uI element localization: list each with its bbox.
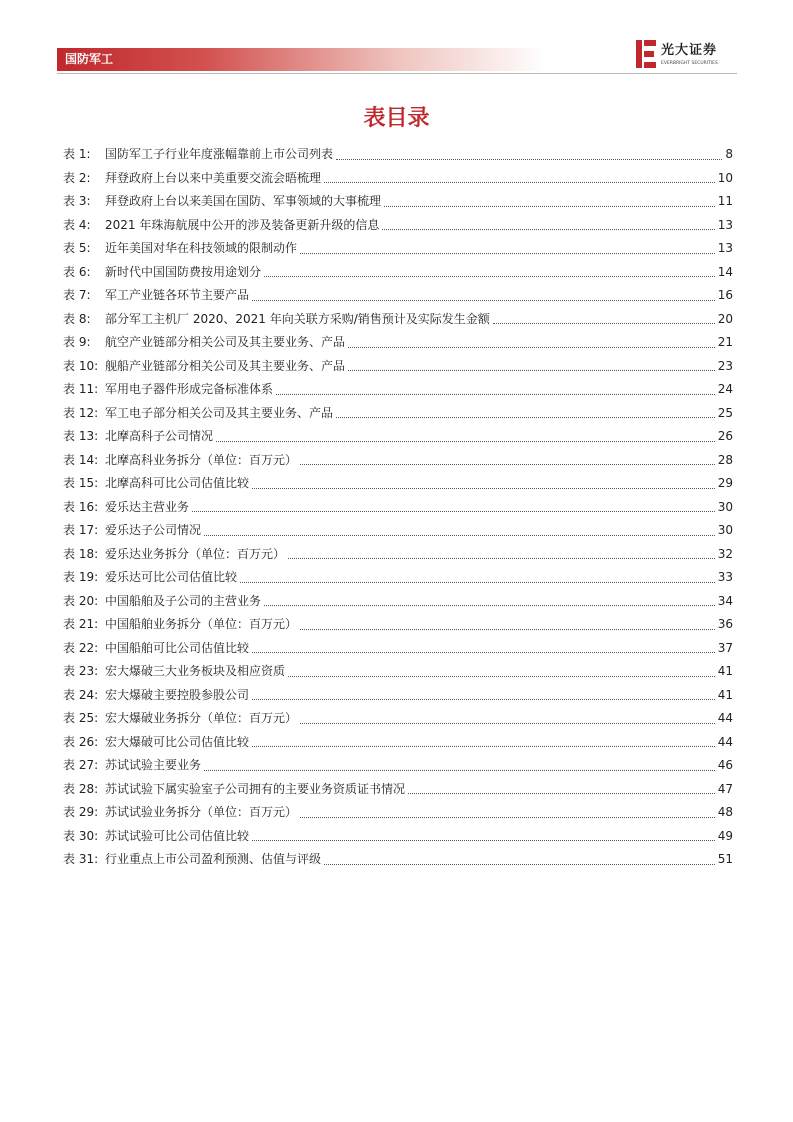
toc-entry-page: 44 bbox=[717, 711, 733, 725]
toc-entry-text: 苏试试验下属实验室子公司拥有的主要业务资质证书情况 bbox=[105, 781, 406, 796]
toc-entry-label bbox=[63, 237, 297, 261]
toc-entry[interactable] bbox=[63, 378, 733, 402]
toc-entry-page: 32 bbox=[717, 546, 733, 561]
toc-entry-label bbox=[63, 167, 321, 191]
toc-entry-label bbox=[63, 378, 273, 402]
toc-entry-text: 军工电子部分相关公司及其主要业务、产品 bbox=[105, 405, 334, 420]
toc-dot-leader bbox=[382, 228, 714, 230]
toc-entry-page: 29 bbox=[717, 476, 733, 490]
toc-entry[interactable] bbox=[63, 308, 733, 332]
toc-entry-label bbox=[63, 590, 261, 614]
toc-entry-number: 表 20: bbox=[63, 593, 99, 608]
toc-entry-text: 爱乐达主营业务 bbox=[105, 499, 190, 514]
toc-entry-number: 表 3: bbox=[63, 194, 91, 208]
toc-dot-leader bbox=[252, 745, 715, 747]
toc-dot-leader bbox=[324, 181, 715, 183]
toc-entry-text: 国防军工子行业年度涨幅靠前上市公司列表 bbox=[105, 147, 334, 161]
toc-entry[interactable] bbox=[63, 331, 733, 355]
toc-entry-label bbox=[63, 402, 333, 426]
toc-entry-text: 北摩高科子公司情况 bbox=[105, 429, 214, 443]
toc-entry-page: 51 bbox=[717, 852, 733, 866]
table-of-contents bbox=[63, 143, 733, 872]
toc-entry[interactable] bbox=[63, 519, 733, 543]
toc-entry-page: 11 bbox=[717, 194, 733, 208]
toc-dot-leader bbox=[300, 816, 715, 818]
toc-entry-page: 46 bbox=[717, 758, 733, 772]
toc-entry-number: 表 4: bbox=[63, 217, 91, 232]
toc-entry-label bbox=[63, 308, 490, 332]
toc-entry-text: 宏大爆破业务拆分（单位：百万元） bbox=[105, 711, 298, 725]
toc-dot-leader bbox=[300, 463, 715, 465]
toc-entry-number: 表 19: bbox=[63, 570, 99, 584]
toc-entry-label bbox=[63, 519, 201, 543]
toc-entry-number: 表 17: bbox=[63, 523, 99, 537]
toc-dot-leader bbox=[192, 510, 715, 512]
toc-entry-page: 34 bbox=[717, 593, 733, 608]
toc-entry-page: 8 bbox=[725, 147, 733, 161]
toc-entry-text: 航空产业链部分相关公司及其主要业务、产品 bbox=[105, 335, 346, 349]
toc-entry-text: 爱乐达可比公司估值比较 bbox=[105, 570, 238, 584]
toc-entry-number: 表 11: bbox=[63, 382, 99, 396]
toc-entry[interactable] bbox=[63, 425, 733, 449]
toc-entry-page: 37 bbox=[717, 640, 733, 655]
toc-entry-text: 北摩高科业务拆分（单位：百万元） bbox=[105, 452, 298, 467]
toc-entry-number: 表 2: bbox=[63, 170, 91, 185]
toc-entry-number: 表 22: bbox=[63, 640, 99, 655]
toc-entry-number: 表 13: bbox=[63, 429, 99, 443]
toc-entry-text: 中国船舶可比公司估值比较 bbox=[105, 640, 250, 655]
toc-entry-number: 表 27: bbox=[63, 758, 99, 772]
toc-entry[interactable] bbox=[63, 848, 733, 872]
toc-entry[interactable] bbox=[63, 566, 733, 590]
toc-entry-label bbox=[63, 190, 381, 214]
header-divider bbox=[57, 73, 737, 74]
toc-dot-leader bbox=[252, 299, 715, 301]
toc-entry-page: 44 bbox=[717, 734, 733, 749]
toc-entry-number: 表 12: bbox=[63, 405, 99, 420]
toc-entry-label bbox=[63, 496, 189, 520]
toc-entry-text: 爱乐达业务拆分（单位：百万元） bbox=[105, 546, 286, 561]
toc-entry-page: 23 bbox=[717, 358, 733, 373]
toc-entry-page: 49 bbox=[717, 828, 733, 843]
toc-dot-leader bbox=[493, 322, 715, 324]
toc-dot-leader bbox=[324, 863, 715, 865]
toc-dot-leader bbox=[300, 252, 715, 254]
toc-entry-text: 新时代中国国防费按用途划分 bbox=[105, 264, 262, 279]
toc-entry-number: 表 7: bbox=[63, 288, 91, 302]
toc-entry[interactable] bbox=[63, 472, 733, 496]
toc-entry-page: 28 bbox=[717, 452, 733, 467]
toc-entry-page: 16 bbox=[717, 288, 733, 302]
toc-entry[interactable] bbox=[63, 284, 733, 308]
toc-entry-label bbox=[63, 731, 249, 755]
header-bar bbox=[57, 48, 547, 71]
toc-entry[interactable] bbox=[63, 801, 733, 825]
toc-dot-leader bbox=[408, 792, 715, 794]
toc-entry-page: 13 bbox=[717, 217, 733, 232]
toc-entry-text: 北摩高科可比公司估值比较 bbox=[105, 476, 250, 490]
toc-dot-leader bbox=[288, 675, 715, 677]
toc-entry-label bbox=[63, 778, 405, 802]
toc-entry[interactable] bbox=[63, 707, 733, 731]
toc-entry-label bbox=[63, 660, 285, 684]
toc-entry-text: 军工产业链各环节主要产品 bbox=[105, 288, 250, 302]
toc-dot-leader bbox=[252, 487, 715, 489]
toc-entry-label bbox=[63, 637, 249, 661]
toc-entry-page: 48 bbox=[717, 805, 733, 819]
toc-entry[interactable] bbox=[63, 214, 733, 238]
toc-entry[interactable] bbox=[63, 449, 733, 473]
toc-entry[interactable] bbox=[63, 731, 733, 755]
toc-entry-number: 表 18: bbox=[63, 546, 99, 561]
toc-entry-number: 表 25: bbox=[63, 711, 99, 725]
toc-entry-label bbox=[63, 331, 345, 355]
toc-entry-number: 表 16: bbox=[63, 499, 99, 514]
section-label: 国防军工 bbox=[65, 52, 114, 66]
toc-entry-text: 中国船舶及子公司的主营业务 bbox=[105, 593, 262, 608]
toc-entry-page: 25 bbox=[717, 405, 733, 420]
toc-entry-text: 近年美国对华在科技领域的限制动作 bbox=[105, 241, 298, 255]
toc-entry-label bbox=[63, 848, 321, 872]
toc-entry-page: 41 bbox=[717, 687, 733, 702]
toc-entry-label bbox=[63, 355, 345, 379]
toc-dot-leader bbox=[252, 651, 715, 653]
toc-dot-leader bbox=[384, 205, 715, 207]
toc-entry[interactable] bbox=[63, 190, 733, 214]
toc-entry-number: 表 21: bbox=[63, 617, 99, 631]
toc-entry-label bbox=[63, 754, 201, 778]
toc-entry-label bbox=[63, 143, 333, 167]
toc-entry-page: 20 bbox=[717, 311, 733, 326]
toc-entry[interactable] bbox=[63, 402, 733, 426]
toc-entry-label bbox=[63, 472, 249, 496]
toc-entry-text: 爱乐达子公司情况 bbox=[105, 523, 202, 537]
toc-dot-leader bbox=[264, 275, 715, 277]
toc-entry-label bbox=[63, 261, 261, 285]
toc-dot-leader bbox=[348, 369, 715, 371]
toc-entry-page: 14 bbox=[717, 264, 733, 279]
toc-entry-text: 舰船产业链部分相关公司及其主要业务、产品 bbox=[105, 358, 346, 373]
page-title: 表目录 bbox=[363, 106, 430, 131]
toc-entry-label bbox=[63, 613, 297, 637]
toc-entry-page: 30 bbox=[717, 499, 733, 514]
toc-dot-leader bbox=[240, 581, 715, 583]
toc-entry-page: 26 bbox=[717, 429, 733, 443]
toc-entry-text: 宏大爆破可比公司估值比较 bbox=[105, 734, 250, 749]
toc-entry[interactable] bbox=[63, 778, 733, 802]
brand-name-cn: 光大证券 bbox=[661, 43, 718, 58]
toc-entry-text: 军用电子器件形成完备标准体系 bbox=[105, 382, 274, 396]
toc-entry-text: 宏大爆破三大业务板块及相应资质 bbox=[105, 664, 286, 678]
toc-entry-page: 30 bbox=[717, 523, 733, 537]
toc-entry-page: 47 bbox=[717, 781, 733, 796]
toc-entry-number: 表 15: bbox=[63, 476, 99, 490]
toc-entry-number: 表 23: bbox=[63, 664, 99, 678]
everbright-logo-icon bbox=[635, 39, 657, 69]
toc-entry[interactable] bbox=[63, 543, 733, 567]
toc-entry-text: 宏大爆破主要控股参股公司 bbox=[105, 687, 250, 702]
toc-dot-leader bbox=[276, 393, 715, 395]
toc-entry[interactable] bbox=[63, 167, 733, 191]
toc-entry-number: 表 8: bbox=[63, 311, 91, 326]
toc-entry-page: 24 bbox=[717, 382, 733, 396]
toc-entry-label bbox=[63, 684, 249, 708]
toc-dot-leader bbox=[216, 440, 715, 442]
toc-dot-leader bbox=[300, 722, 715, 724]
toc-entry[interactable] bbox=[63, 261, 733, 285]
toc-entry-text: 苏试试验业务拆分（单位：百万元） bbox=[105, 805, 298, 819]
toc-entry-page: 41 bbox=[717, 664, 733, 678]
toc-entry[interactable] bbox=[63, 590, 733, 614]
toc-entry[interactable] bbox=[63, 355, 733, 379]
toc-entry[interactable] bbox=[63, 684, 733, 708]
toc-dot-leader bbox=[336, 158, 722, 160]
toc-entry-page: 10 bbox=[717, 170, 733, 185]
toc-entry-number: 表 6: bbox=[63, 264, 91, 279]
toc-entry-text: 苏试试验主要业务 bbox=[105, 758, 202, 772]
brand-name-en: EVERBRIGHT SECURITIES bbox=[661, 61, 718, 66]
toc-dot-leader bbox=[264, 604, 715, 606]
toc-entry-label bbox=[63, 543, 285, 567]
toc-entry[interactable] bbox=[63, 660, 733, 684]
toc-dot-leader bbox=[252, 698, 715, 700]
toc-entry[interactable] bbox=[63, 613, 733, 637]
toc-entry-label bbox=[63, 825, 249, 849]
toc-entry[interactable] bbox=[63, 143, 733, 167]
toc-entry-number: 表 29: bbox=[63, 805, 99, 819]
toc-entry-number: 表 10: bbox=[63, 358, 99, 373]
toc-dot-leader bbox=[204, 534, 715, 536]
toc-entry-text: 2021 年珠海航展中公开的涉及装备更新升级的信息 bbox=[105, 217, 380, 232]
toc-entry-number: 表 5: bbox=[63, 241, 91, 255]
toc-entry-text: 苏试试验可比公司估值比较 bbox=[105, 828, 250, 843]
toc-dot-leader bbox=[348, 346, 715, 348]
toc-entry-label bbox=[63, 449, 297, 473]
toc-entry-page: 36 bbox=[717, 617, 733, 631]
toc-entry-text: 拜登政府上台以来美国在国防、军事领域的大事梳理 bbox=[105, 194, 382, 208]
toc-entry-page: 33 bbox=[717, 570, 733, 584]
toc-entry[interactable] bbox=[63, 496, 733, 520]
toc-entry[interactable] bbox=[63, 825, 733, 849]
toc-entry[interactable] bbox=[63, 754, 733, 778]
toc-entry-page: 13 bbox=[717, 241, 733, 255]
toc-entry-number: 表 9: bbox=[63, 335, 91, 349]
toc-entry-label bbox=[63, 425, 213, 449]
toc-entry-number: 表 28: bbox=[63, 781, 99, 796]
toc-entry-label bbox=[63, 284, 249, 308]
toc-entry-number: 表 14: bbox=[63, 452, 99, 467]
toc-entry-number: 表 26: bbox=[63, 734, 99, 749]
toc-entry-text: 行业重点上市公司盈利预测、估值与评级 bbox=[105, 852, 322, 866]
toc-entry-text: 中国船舶业务拆分（单位：百万元） bbox=[105, 617, 298, 631]
toc-entry[interactable] bbox=[63, 237, 733, 261]
toc-dot-leader bbox=[252, 839, 715, 841]
toc-entry-label bbox=[63, 707, 297, 731]
toc-dot-leader bbox=[300, 628, 715, 630]
toc-entry-label bbox=[63, 566, 237, 590]
toc-entry[interactable] bbox=[63, 637, 733, 661]
toc-entry-page: 21 bbox=[717, 335, 733, 349]
toc-entry-text: 部分军工主机厂 2020、2021 年向关联方采购/销售预计及实际发生金额 bbox=[105, 311, 490, 326]
toc-entry-text: 拜登政府上台以来中美重要交流会晤梳理 bbox=[105, 170, 322, 185]
toc-entry-label bbox=[63, 214, 379, 238]
toc-entry-number: 表 30: bbox=[63, 828, 99, 843]
toc-entry-number: 表 31: bbox=[63, 852, 99, 866]
toc-dot-leader bbox=[336, 416, 715, 418]
toc-dot-leader bbox=[288, 557, 715, 559]
toc-entry-number: 表 1: bbox=[63, 147, 91, 161]
toc-dot-leader bbox=[204, 769, 715, 771]
brand-logo bbox=[635, 39, 735, 69]
toc-entry-number: 表 24: bbox=[63, 687, 99, 702]
toc-entry-label bbox=[63, 801, 297, 825]
